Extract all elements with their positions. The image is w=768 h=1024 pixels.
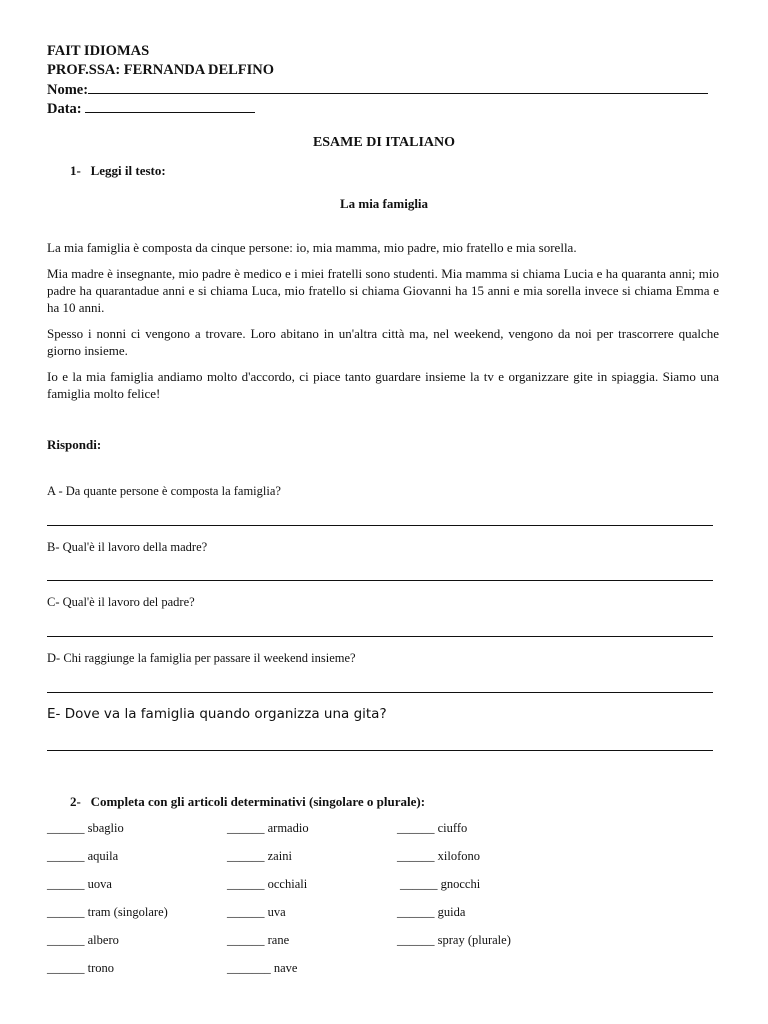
date-row — [47, 100, 255, 118]
exercise-item[interactable]: ______ rane — [227, 933, 290, 947]
answer-heading: Rispondi: — [47, 437, 102, 452]
question-e: E- Dove va la famiglia quando organizza una gita? — [47, 706, 387, 722]
answer-line-e[interactable] — [47, 750, 713, 751]
exercise-item[interactable]: ______ zaini — [227, 849, 292, 863]
question-c: C- Qual'è il lavoro del padre? — [47, 595, 195, 609]
exercise-item[interactable]: ______ albero — [47, 933, 119, 947]
exercise-item[interactable]: _______ nave — [227, 961, 298, 975]
date-blank[interactable] — [85, 100, 255, 113]
exam-title: ESAME DI ITALIANO — [312, 135, 456, 150]
school-name: FAIT IDIOMAS — [47, 43, 150, 59]
exercise-item[interactable]: ______ sbaglio — [47, 821, 124, 835]
exercise-item[interactable]: ______ guida — [397, 905, 466, 919]
section1-number: 1- — [70, 163, 81, 178]
paragraph: Mia madre è insegnante, mio padre è medico e i miei fratelli sono studenti. Mia mamma si chiama Lucia e ha quaranta anni; mio padre ha quarantadue anni e si chiama Luca, mio fratello si chiama Giovanni ha 15 anni e mia sorella invece si chiama Emma e ha 10 anni. — [47, 266, 719, 315]
name-label: Nome: — [47, 82, 89, 98]
exercise-item[interactable]: ______ spray (plurale) — [397, 933, 511, 947]
answer-line-d[interactable] — [47, 692, 713, 693]
exercise-item[interactable]: ______ uova — [47, 877, 112, 891]
paragraph: Spesso i nonni ci vengono a trovare. Loro abitano in un'altra città ma, nel weekend, vengono da noi per trascorrere qualche giorno insieme. — [47, 326, 719, 358]
exercise-item[interactable]: ______ uva — [227, 905, 286, 919]
answer-line-b[interactable] — [47, 580, 713, 581]
section2-instruction: Completa con gli articoli determinativi (singolare o plurale): — [90, 794, 426, 809]
question-b: B- Qual'è il lavoro della madre? — [47, 540, 208, 554]
text-title: La mia famiglia — [339, 196, 429, 211]
exercise-item[interactable]: ______ gnocchi — [400, 877, 481, 891]
name-blank[interactable] — [88, 81, 708, 94]
section1-instruction: Leggi il testo: — [90, 163, 166, 178]
question-d: D- Chi raggiunge la famiglia per passare il weekend insieme? — [47, 651, 356, 665]
teacher-name: PROF.SSA: FERNANDA DELFINO — [47, 62, 275, 78]
name-row — [47, 81, 708, 99]
exercise-item[interactable]: ______ tram (singolare) — [47, 905, 168, 919]
exercise-item[interactable]: ______ ciuffo — [397, 821, 468, 835]
answer-line-c[interactable] — [47, 636, 713, 637]
exercise-item[interactable]: ______ xilofono — [397, 849, 480, 863]
section2-number: 2- — [70, 794, 81, 809]
date-label: Data: — [47, 101, 82, 117]
question-a: A - Da quante persone è composta la famiglia? — [47, 484, 281, 498]
answer-line-a[interactable] — [47, 525, 713, 526]
section2-heading — [70, 794, 425, 810]
section1-heading — [70, 163, 166, 179]
paragraph: Io e la mia famiglia andiamo molto d'accordo, ci piace tanto guardare insieme la tv e organizzare gite in spiaggia. Siamo una famiglia molto felice! — [47, 369, 719, 401]
exercise-item[interactable]: ______ trono — [47, 961, 115, 975]
exercise-item[interactable]: ______ armadio — [227, 821, 309, 835]
paragraph: La mia famiglia è composta da cinque persone: io, mia mamma, mio padre, mio fratello e mia sorella. — [47, 240, 577, 255]
exercise-item[interactable]: ______ occhiali — [227, 877, 308, 891]
exercise-item[interactable]: ______ aquila — [47, 849, 119, 863]
